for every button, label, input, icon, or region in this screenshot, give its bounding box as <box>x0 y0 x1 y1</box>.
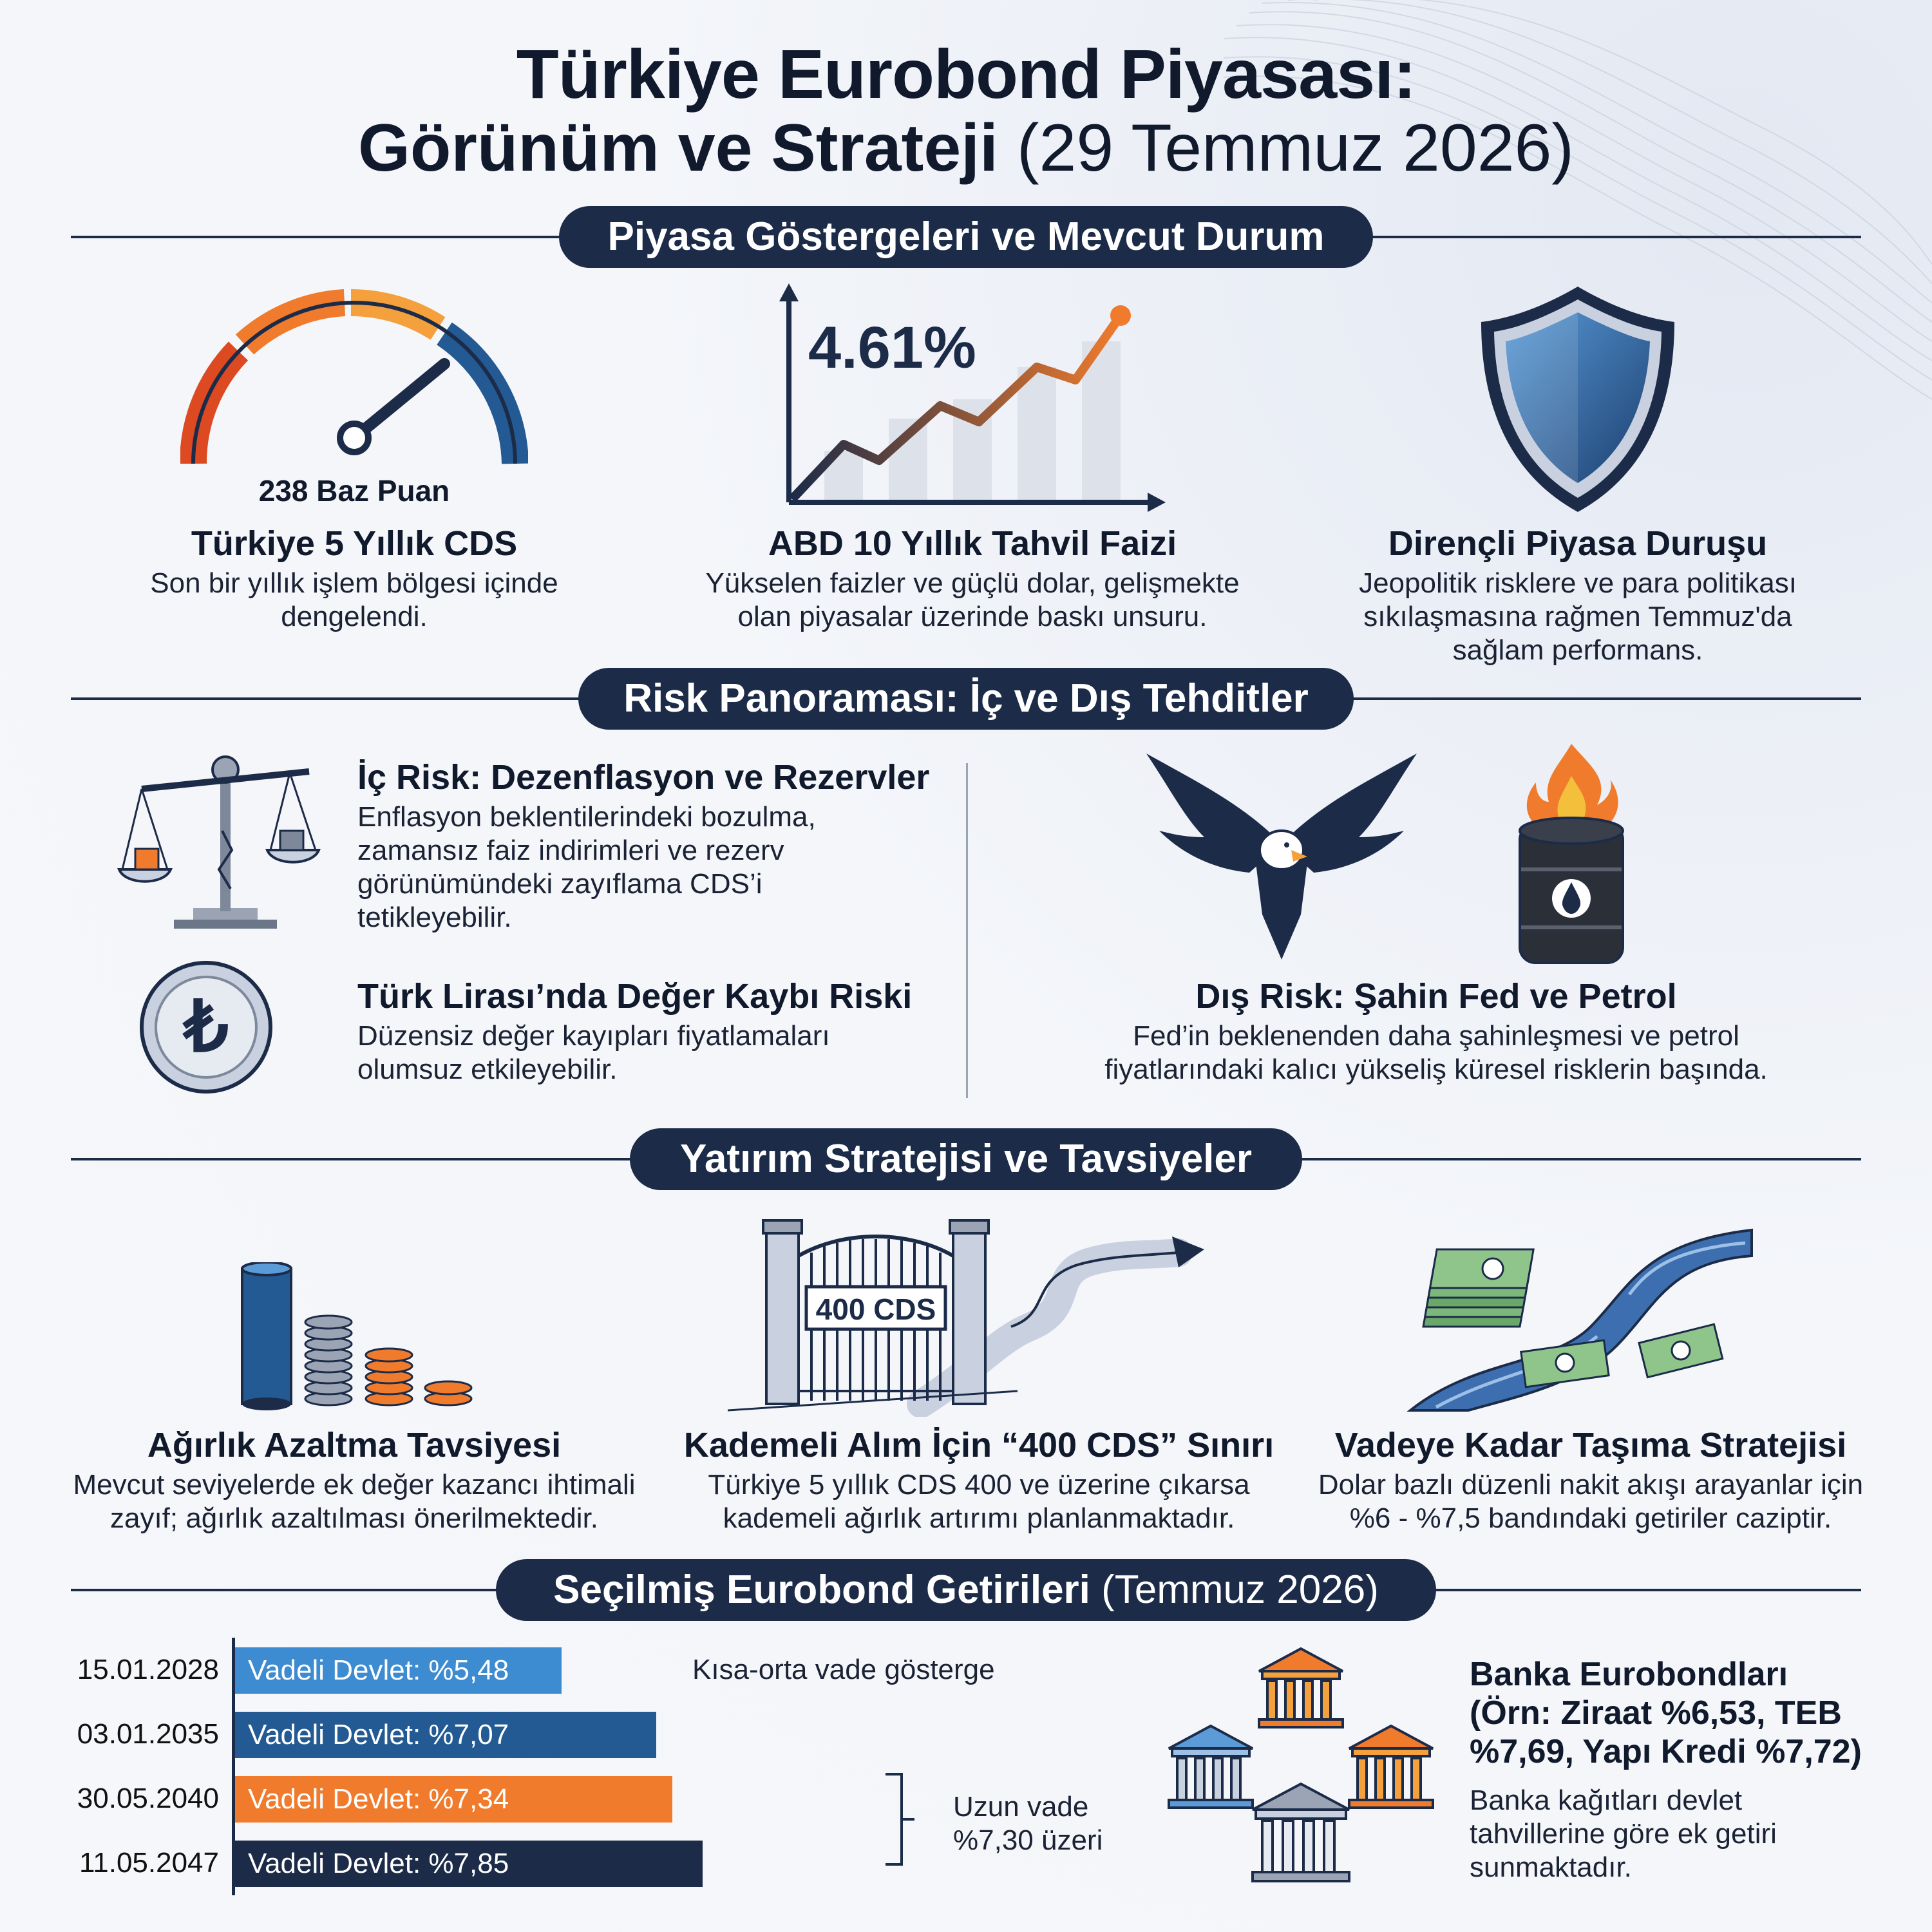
subtitle-bold: Görünüm ve Strateji <box>357 111 998 185</box>
us10y-desc-1: Yükselen faizler ve güçlü dolar, gelişmekte <box>705 567 1240 599</box>
carry-title: Vadeye Kadar Taşıma Stratejisi <box>1334 1426 1847 1464</box>
short-term-note: Kısa-orta vade gösterge <box>692 1654 995 1685</box>
yield-date: 30.05.2040 <box>77 1783 219 1814</box>
banks-icon <box>1166 1645 1436 1890</box>
shield-icon <box>1475 283 1681 515</box>
bank-title-2: (Örn: Ziraat %6,53, TEB <box>1470 1694 1842 1732</box>
section-title-strategy: Yatırım Stratejisi ve Tavsiyeler <box>630 1128 1302 1190</box>
yield-date: 03.01.2035 <box>77 1718 219 1750</box>
external-risk-desc-1: Fed’in beklenenden daha şahinleşmesi ve petrol <box>1133 1020 1739 1052</box>
yield-date: 15.01.2028 <box>77 1654 219 1685</box>
hawk-icon <box>1146 747 1417 966</box>
long-term-bracket <box>882 1768 921 1871</box>
internal-risk-desc-4: tetikleyebilir. <box>357 902 512 933</box>
resilient-desc-3: sağlam performans. <box>1452 634 1703 666</box>
yield-bar: Vadeli Devlet: %7,34 <box>235 1776 672 1823</box>
reduce-desc-2: zayıf; ağırlık azaltılması önerilmektedir. <box>109 1502 599 1534</box>
bank-desc-1: Banka kağıtları devlet <box>1470 1785 1743 1816</box>
internal-risk-title: İç Risk: Dezenflasyon ve Rezervler <box>357 758 930 797</box>
resilient-title: Dirençli Piyasa Duruşu <box>1388 524 1768 563</box>
risk-divider <box>966 763 968 1098</box>
internal-risk-desc-3: görünümündeki zayıflama CDS’i <box>357 868 762 900</box>
lira-risk-title: Türk Lirası’nda Değer Kaybı Riski <box>357 977 913 1016</box>
scale-icon <box>116 741 335 934</box>
gate-label: 400 CDS <box>815 1293 936 1326</box>
bank-desc-3: sunmaktadır. <box>1470 1852 1632 1883</box>
gauge-icon <box>180 283 528 477</box>
resilient-desc-2: sıkılaşmasına rağmen Temmuz'da <box>1363 601 1792 632</box>
gate-desc-1: Türkiye 5 yıllık CDS 400 ve üzerine çıkarsa <box>708 1469 1250 1501</box>
lira-risk-desc-2: olumsuz etkileyebilir. <box>357 1054 618 1085</box>
internal-risk-desc-2: zamansız faiz indirimleri ve rezerv <box>357 835 784 866</box>
bank-desc-2: tahvillerine göre ek getiri <box>1470 1818 1777 1850</box>
resilient-desc-1: Jeopolitik risklere ve para politikası <box>1359 567 1797 599</box>
cds-desc-2: dengelendi. <box>281 601 428 632</box>
yield-bar: Vadeli Devlet: %7,07 <box>235 1712 656 1758</box>
section-title-indicators: Piyasa Göstergeleri ve Mevcut Durum <box>559 206 1373 268</box>
lira-risk-desc-1: Düzensiz değer kayıpları fiyatlamaları <box>357 1020 830 1052</box>
lira-symbol: ₺ <box>184 987 229 1066</box>
yields-title-bold: Seçilmiş Eurobond Getirileri <box>553 1567 1090 1612</box>
section-title-yields <box>496 1559 1436 1621</box>
external-risk-desc-2: fiyatlarındaki kalıcı yükseliş küresel risklerin başında. <box>1104 1054 1768 1085</box>
bank-title-3: %7,69, Yapı Kredi %7,72) <box>1470 1733 1862 1770</box>
subtitle-date: (29 Temmuz 2026) <box>1016 111 1575 185</box>
money-river-icon <box>1397 1217 1758 1417</box>
us10y-value: 4.61% <box>808 315 976 381</box>
yield-date: 11.05.2047 <box>79 1847 219 1879</box>
page-title: Türkiye Eurobond Piyasası: <box>516 35 1416 113</box>
yield-bar: Vadeli Devlet: %5,48 <box>235 1647 562 1694</box>
gate-desc-2: kademeli ağırlık artırımı planlanmaktadır. <box>723 1502 1235 1534</box>
yield-bar: Vadeli Devlet: %7,85 <box>235 1841 703 1887</box>
long-term-note-1: Uzun vade <box>953 1791 1089 1823</box>
section-title-risk: Risk Panoraması: İç ve Dış Tehditler <box>578 668 1354 730</box>
yields-title-date: (Temmuz 2026) <box>1101 1567 1379 1612</box>
cds-desc-1: Son bir yıllık işlem bölgesi içinde <box>150 567 558 599</box>
cds-title: Türkiye 5 Yıllık CDS <box>191 524 518 563</box>
gate-title: Kademeli Alım İçin “400 CDS” Sınırı <box>683 1426 1274 1464</box>
external-risk-title: Dış Risk: Şahin Fed ve Petrol <box>1195 977 1677 1016</box>
cds-gauge-label: 238 Baz Puan <box>258 474 450 507</box>
long-term-note-2: %7,30 üzeri <box>953 1824 1103 1856</box>
yield-axis-line <box>232 1638 235 1895</box>
reduce-title: Ağırlık Azaltma Tavsiyesi <box>147 1426 562 1464</box>
reduce-desc-1: Mevcut seviyelerde ek değer kazancı ihtimali <box>73 1469 636 1501</box>
bank-title-1: Banka Eurobondları <box>1470 1656 1788 1693</box>
oil-barrel-fire-icon <box>1507 741 1636 966</box>
gate-icon <box>728 1217 1217 1417</box>
internal-risk-desc-1: Enflasyon beklentilerindeki bozulma, <box>357 801 816 833</box>
carry-desc-1: Dolar bazlı düzenli nakit akışı arayanlar için <box>1318 1469 1864 1501</box>
us10y-title: ABD 10 Yıllık Tahvil Faizi <box>768 524 1177 563</box>
us10y-desc-2: olan piyasalar üzerinde baskı unsuru. <box>737 601 1208 632</box>
carry-desc-2: %6 - %7,5 bandındaki getiriler caziptir. <box>1349 1502 1832 1534</box>
coin-stack-icon <box>238 1262 483 1410</box>
page-subtitle <box>0 106 1932 190</box>
